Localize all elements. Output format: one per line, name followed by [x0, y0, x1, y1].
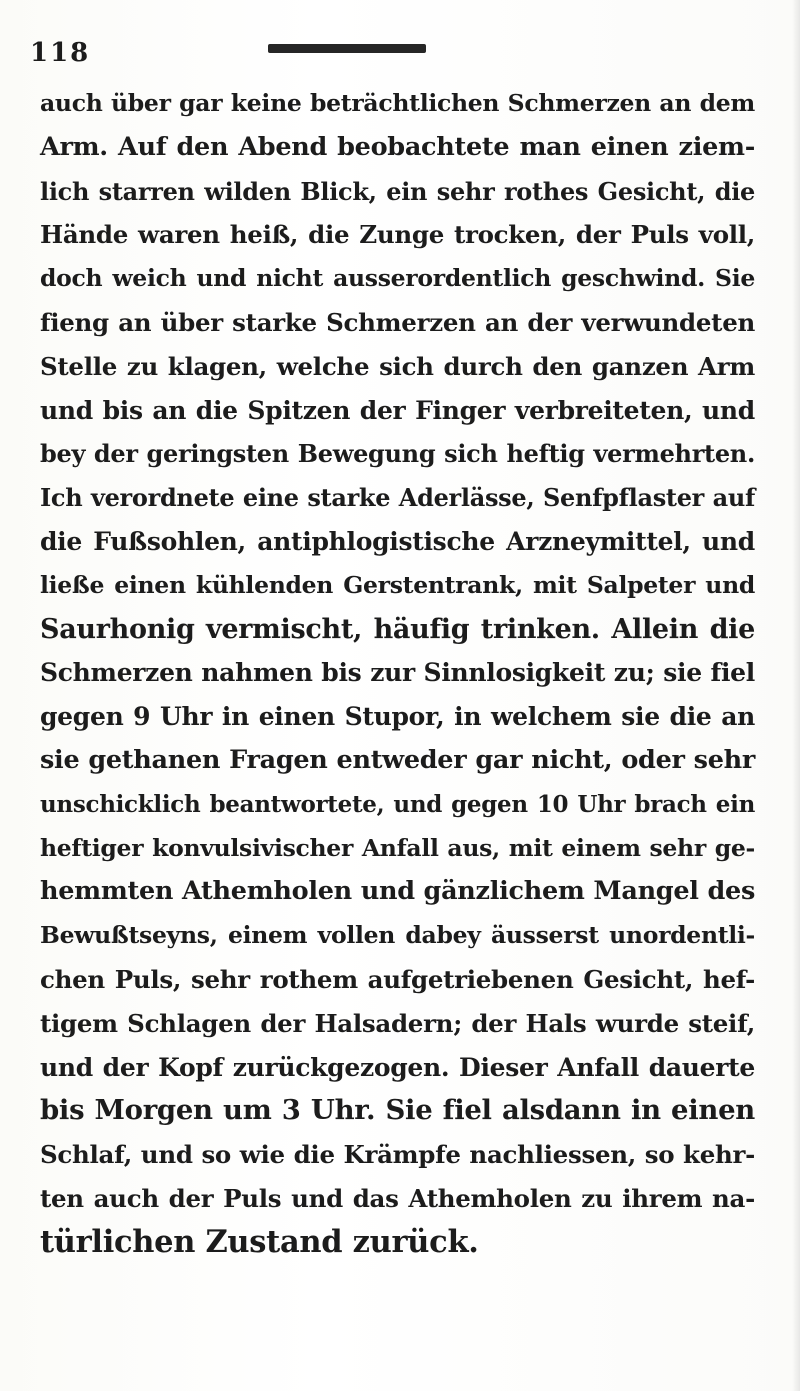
- text-line: lich starren wilden Blick, ein sehr rothes Gesicht, die: [40, 176, 755, 206]
- text-line: chen Puls, sehr rothem aufgetriebenen Gesicht, hef-: [40, 964, 755, 994]
- text-line: und bis an die Spitzen der Finger verbreiteten, und: [40, 395, 755, 425]
- text-line: ten auch der Puls und das Athemholen zu ihrem na-: [40, 1183, 755, 1213]
- text-line: Bewußtseyns, einem vollen dabey äusserst unordentli-: [40, 921, 755, 950]
- text-line: auch über gar keine beträchtlichen Schmerzen an dem: [40, 89, 755, 117]
- page-edge-shadow: [792, 0, 800, 1391]
- text-line: bis Morgen um 3 Uhr. Sie fiel alsdann in einen: [40, 1094, 755, 1127]
- text-line: Schlaf, und so wie die Krämpfe nachliessen, so kehr-: [40, 1140, 755, 1170]
- text-line: bey der geringsten Bewegung sich heftig vermehrten.: [40, 439, 755, 469]
- text-line: doch weich und nicht ausserordentlich geschwind. Sie: [40, 264, 755, 293]
- body-text: [40, 82, 755, 1265]
- text-line: unschicklich beantwortete, und gegen 10 Uhr brach ein: [40, 790, 755, 818]
- text-line: Ich verordnete eine starke Aderlässe, Senfpflaster auf: [40, 483, 755, 513]
- text-line: gegen 9 Uhr in einen Stupor, in welchem sie die an: [40, 702, 755, 732]
- text-line: heftiger konvulsivischer Anfall aus, mit einem sehr ge-: [40, 833, 755, 862]
- text-line: fieng an über starke Schmerzen an der verwundeten: [40, 307, 755, 337]
- text-line: Arm. Auf den Abend beobachtete man einen ziem-: [40, 131, 755, 162]
- text-line: und der Kopf zurückgezogen. Dieser Anfall dauerte: [40, 1052, 755, 1082]
- text-line: sie gethanen Fragen entweder gar nicht, oder sehr: [40, 744, 755, 775]
- page-number: 118: [30, 38, 91, 68]
- header-rule: [268, 44, 426, 53]
- text-line: die Fußsohlen, antiphlogistische Arzneymittel, und: [40, 526, 755, 556]
- text-line: Hände waren heiß, die Zunge trocken, der Puls voll,: [40, 220, 755, 250]
- text-line: ließe einen kühlenden Gerstentrank, mit Salpeter und: [40, 570, 755, 599]
- text-line: türlichen Zustand zurück.: [40, 1223, 479, 1260]
- text-line: hemmten Athemholen und gänzlichem Mangel des: [40, 876, 755, 907]
- text-line: Saurhonig vermischt, häufig trinken. Allein die: [40, 613, 755, 645]
- text-line: Schmerzen nahmen bis zur Sinnlosigkeit zu; sie fiel: [40, 658, 755, 688]
- text-line: Stelle zu klagen, welche sich durch den ganzen Arm: [40, 351, 755, 381]
- text-line: tigem Schlagen der Halsadern; der Hals wurde steif,: [40, 1008, 755, 1038]
